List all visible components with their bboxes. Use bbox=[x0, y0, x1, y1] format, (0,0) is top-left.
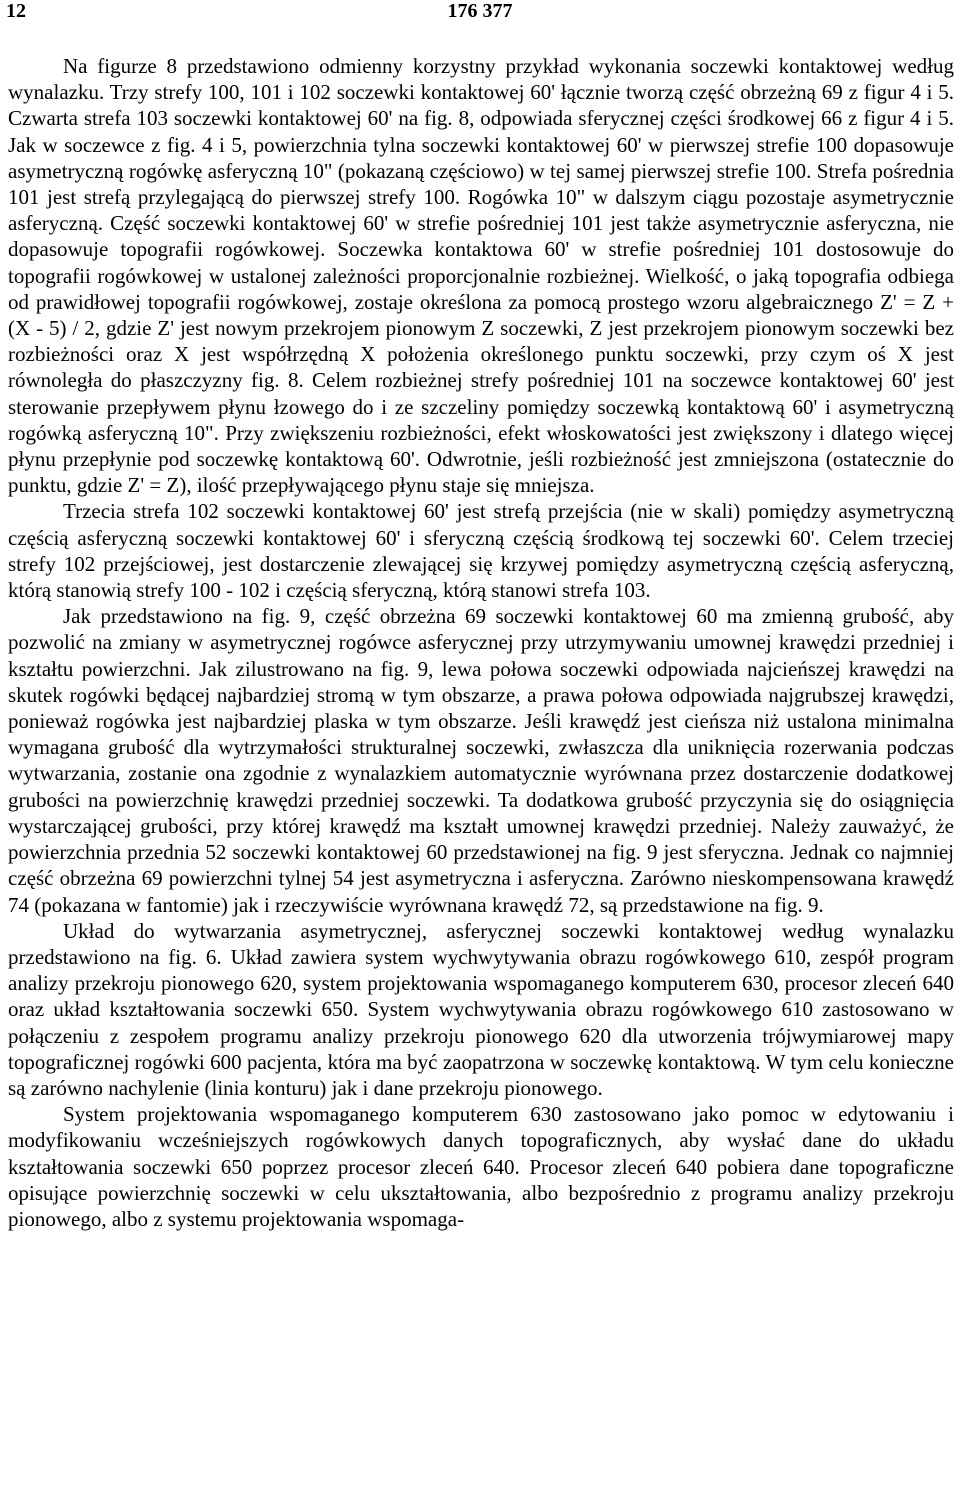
paragraph: Na figurze 8 przedstawiono odmienny korzystny przykład wykonania soczewki kontaktowej według wynalazku. Trzy strefy 100, 101 i 102 soczewki kontaktowej 60' łącznie tworzą część obrzeżną 69 z figur 4 i 5. Czwarta strefa 103 soczewki kontaktowej 60' na fig. 8, odpowiada sferycznej części środkowej 66 z figur 4 i 5. Jak w soczewce z fig. 4 i 5, powierzchnia tylna soczewki kontaktowej 60' w pierwszej strefie 100 dopasowuje asymetryczną rogówkę asferyczną 10" (pokazaną częściowo) w tej samej pierwszej strefie 100. Strefa pośrednia 101 jest strefą przylegającą do pierwszej strefy 100. Rogówka 10" w dalszym ciągu pozostaje asymetrycznie asferyczną. Część soczewki kontaktowej 60' w strefie pośredniej 101 jest także asymetrycznie asferyczna, nie dopasowuje topografii rogówkowej. Soczewka kontaktowa 60' w strefie pośredniej 101 dostosowuje do topografii rogówkowej w ustalonej zależności proporcjonalnie rozbieżnej. Wielkość, o jaką topografia odbiega od prawidłowej topografii rogówkowej, zostaje określona za pomocą prostego wzoru algebraicznego Z' = Z + (X - 5) / 2, gdzie Z' jest nowym przekrojem pionowym Z soczewki, Z jest przekrojem pionowym soczewki bez rozbieżności oraz X jest współrzędną X położenia określonego punktu soczewki, przy czym oś X jest równoległa do płaszczyzny fig. 8. Celem rozbieżnej strefy pośredniej 101 na soczewce kontaktowej 60' jest sterowanie przepływem płynu łzowego do i ze szczeliny pomiędzy soczewką kontaktową 60' i asymetryczną rogówką asferyczną 10". Przy zwiększeniu rozbieżności, efekt włoskowatości jest zwiększony i dlatego więcej płynu przepłynie pod soczewkę kontaktową 60'. Odwrotnie, jeśli rozbieżność jest zmniejszona (ostatecznie do punktu, gdzie Z' = Z), ilość przepływającego płynu staje się mniejsza. bbox=[8, 54, 954, 498]
paragraph: Trzecia strefa 102 soczewki kontaktowej 60' jest strefą przejścia (nie w skali) pomiędzy asymetryczną częścią asferyczną soczewki kontaktowej 60' i sferyczną częścią środkową tej soczewki 60'. Celem trzeciej strefy 102 przejściowej, jest dostarczenie zlewającej się krzywej pomiędzy asymetryczną częścią asferyczną, którą stanowią strefy 100 - 102 i częścią sferyczną, którą stanowi strefa 103. bbox=[8, 499, 954, 603]
paragraph: System projektowania wspomaganego komputerem 630 zastosowano jako pomoc w edytowaniu i modyfikowaniu wcześniejszych rogówkowych danych topograficznych, aby wysłać dane do układu kształtowania soczewki 650 poprzez procesor zleceń 640. Procesor zleceń 640 pobiera dane topograficzne opisujące powierzchnię soczewki w celu ukształtowania, albo bezpośrednio z programu analizy przekroju pionowego, albo z systemu projektowania wspomaga- bbox=[8, 1102, 954, 1231]
body-text bbox=[8, 53, 954, 1232]
document-number: 176 377 bbox=[447, 0, 513, 22]
paragraph: Jak przedstawiono na fig. 9, część obrzeżna 69 soczewki kontaktowej 60 ma zmienną grubość, aby pozwolić na zmiany w asymetrycznej rogówce asferycznej przy utrzymywaniu umownej krawędzi przedniej i kształtu powierzchni. Jak zilustrowano na fig. 9, lewa połowa soczewki odpowiada najcieńszej krawędzi na skutek rogówki będącej najbardziej stromą w tym obszarze, a prawa połowa odpowiada najgrubszej krawędzi, ponieważ rogówka jest najbardziej plaska w tym obszarze. Jeśli krawędź jest cieńsza niż ustalona minimalna wymagana grubość dla wytrzymałości strukturalnej soczewki, zwłaszcza dla uniknięcia rozerwania podczas wytwarzania, zostanie ona zgodnie z wynalazkiem automatycznie wyrównana przez dostarczenie dodatkowej grubości na powierzchnię krawędzi przedniej soczewki. Ta dodatkowa grubość przyczynia się do osiągnięcia wystarczającej grubości, przy której krawędź ma kształt umownej krawędzi przedniej. Należy zauważyć, że powierzchnia przednia 52 soczewki kontaktowej 60 przedstawionej na fig. 9 jest sferyczna. Jednak co najmniej część obrzeżna 69 powierzchni tylnej 54 jest asymetryczna i asferyczna. Zarówno nieskompensowana krawędź 74 (pokazana w fantomie) jak i rzeczywiście wyrównana krawędź 72, są przedstawione na fig. 9. bbox=[8, 604, 954, 917]
page-number: 12 bbox=[6, 0, 26, 22]
paragraph: Układ do wytwarzania asymetrycznej, asferycznej soczewki kontaktowej według wynalazku przedstawiono na fig. 6. Układ zawiera system wychwytywania obrazu rogówkowego 610, zespół program analizy przekroju pionowego 620, system projektowania wspomaganego komputerem 630, procesor zleceń 640 oraz układ kształtowania soczewki 650. System wychwytywania obrazu rogówkowego 610 zastosowano w połączeniu z zespołem programu analizy przekroju pionowego 620 dla utworzenia trójwymiarowej mapy topograficznej rogówki 600 pacjenta, która ma być zaopatrzona w soczewkę kontaktową. W tym celu konieczne są zarówno nachylenie (linia konturu) jak i dane przekroju pionowego. bbox=[8, 918, 954, 1100]
page-header bbox=[0, 0, 960, 30]
